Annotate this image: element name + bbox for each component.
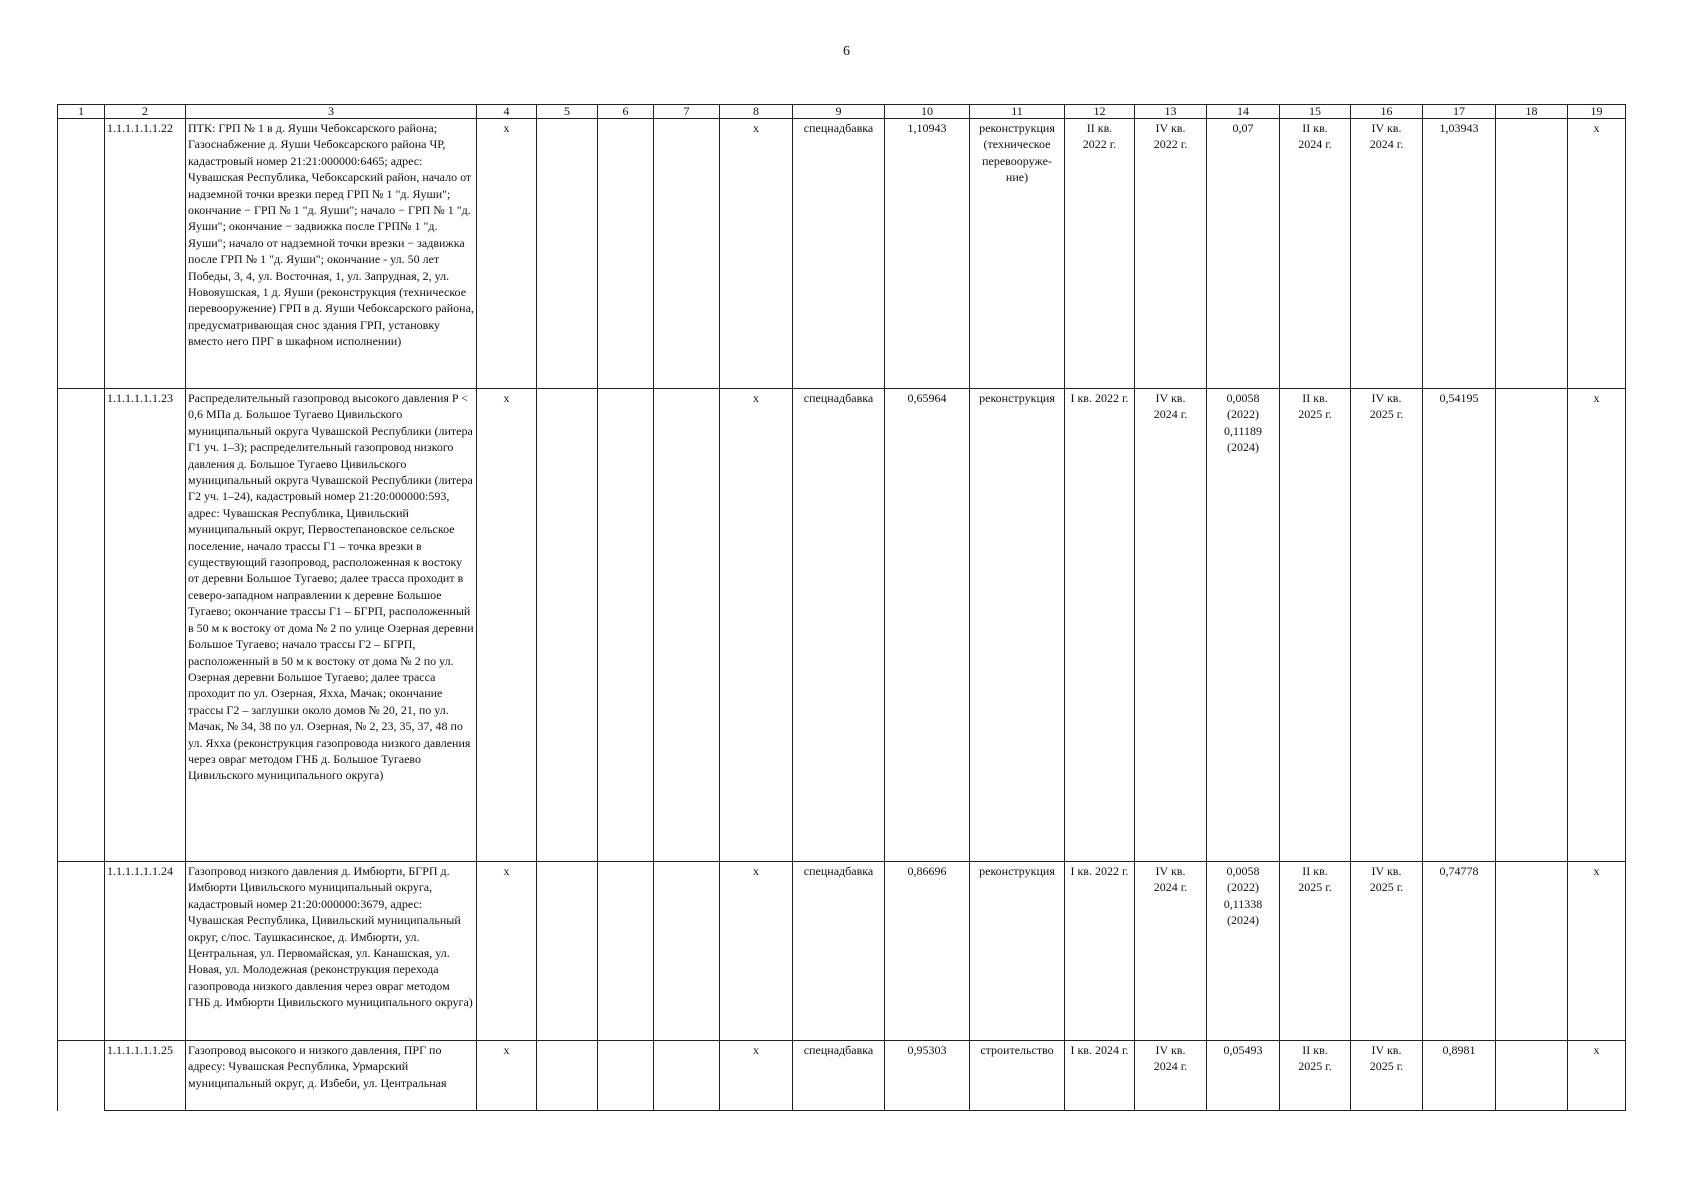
- funding-source: спецнадбавка: [793, 862, 885, 1041]
- cell-col6: [598, 119, 654, 389]
- cell-col19: x: [1568, 389, 1626, 862]
- start-period-2: II кв. 2025 г.: [1280, 389, 1351, 862]
- remaining-value: 0,8981: [1423, 1041, 1496, 1111]
- end-period: IV кв. 2024 г.: [1135, 389, 1207, 862]
- page-number: 6: [843, 44, 850, 59]
- column-header: 2: [105, 105, 186, 119]
- item-code: 1.1.1.1.1.1.23: [105, 389, 186, 862]
- cost-value: 0,95303: [885, 1041, 970, 1111]
- cell-col1: [58, 862, 105, 1041]
- cell-col5: [537, 389, 598, 862]
- work-type: реконструкция (техническое перевооруже-ние): [970, 119, 1065, 389]
- cell-col4: x: [477, 862, 537, 1041]
- end-period: IV кв. 2024 г.: [1135, 1041, 1207, 1111]
- cell-col5: [537, 119, 598, 389]
- cell-col6: [598, 389, 654, 862]
- column-header: 3: [186, 105, 477, 119]
- work-type: реконструкция: [970, 862, 1065, 1041]
- cell-col8: x: [720, 1041, 793, 1111]
- investment-program-table: [57, 104, 1626, 1111]
- end-period: IV кв. 2022 г.: [1135, 119, 1207, 389]
- cost-value: 1,10943: [885, 119, 970, 389]
- column-header: 1: [58, 105, 105, 119]
- column-number-header-row: [58, 105, 1626, 119]
- cost-value: 0,65964: [885, 389, 970, 862]
- column-header: 5: [537, 105, 598, 119]
- column-header: 9: [793, 105, 885, 119]
- column-header: 11: [970, 105, 1065, 119]
- cell-col6: [598, 862, 654, 1041]
- column-header: 4: [477, 105, 537, 119]
- work-type: строительство: [970, 1041, 1065, 1111]
- cell-col6: [598, 1041, 654, 1111]
- cell-col7: [654, 1041, 720, 1111]
- financing-value: 0,0058 (2022) 0,11338 (2024): [1207, 862, 1280, 1041]
- start-period: I кв. 2022 г.: [1065, 389, 1135, 862]
- start-period: I кв. 2024 г.: [1065, 1041, 1135, 1111]
- financing-value: 0,05493: [1207, 1041, 1280, 1111]
- cell-col1: [58, 119, 105, 389]
- start-period: I кв. 2022 г.: [1065, 862, 1135, 1041]
- cell-col18: [1496, 862, 1568, 1041]
- end-period-2: IV кв. 2025 г.: [1351, 389, 1423, 862]
- column-header: 15: [1280, 105, 1351, 119]
- cell-col8: x: [720, 862, 793, 1041]
- cell-col18: [1496, 389, 1568, 862]
- cell-col1: [58, 389, 105, 862]
- cell-col18: [1496, 119, 1568, 389]
- remaining-value: 0,74778: [1423, 862, 1496, 1041]
- cost-value: 0,86696: [885, 862, 970, 1041]
- item-description: Газопровод низкого давления д. Имбюрти, БГРП д. Имбюрти Цивильского муниципальный округа, кадастровый номер 21:20:000000:3679, адрес: Чувашская Республика, Цивильский муниципальный округ, с/пос. Таушкасинское, д. Имбюрти, ул. Центральная, ул. Первомайская, ул. Канашская, ул. Новая, ул. Молодежная (реконструкция перехода газопровода низкого давления через овраг методом ГНБ д. Имбюрти Цивильского муниципального округа): [186, 862, 477, 1041]
- table-row: [58, 1041, 1626, 1111]
- cell-col7: [654, 119, 720, 389]
- cell-col8: x: [720, 119, 793, 389]
- column-header: 13: [1135, 105, 1207, 119]
- cell-col8: x: [720, 389, 793, 862]
- cell-col5: [537, 862, 598, 1041]
- end-period-2: IV кв. 2025 г.: [1351, 862, 1423, 1041]
- start-period-2: II кв. 2025 г.: [1280, 862, 1351, 1041]
- column-header: 14: [1207, 105, 1280, 119]
- cell-col5: [537, 1041, 598, 1111]
- work-type: реконструкция: [970, 389, 1065, 862]
- item-code: 1.1.1.1.1.1.22: [105, 119, 186, 389]
- table-row: [58, 119, 1626, 389]
- cell-col19: x: [1568, 1041, 1626, 1111]
- item-code: 1.1.1.1.1.1.24: [105, 862, 186, 1041]
- column-header: 7: [654, 105, 720, 119]
- cell-col4: x: [477, 119, 537, 389]
- cell-col7: [654, 389, 720, 862]
- funding-source: спецнадбавка: [793, 119, 885, 389]
- end-period-2: IV кв. 2025 г.: [1351, 1041, 1423, 1111]
- cell-col4: x: [477, 1041, 537, 1111]
- column-header: 8: [720, 105, 793, 119]
- item-code: 1.1.1.1.1.1.25: [105, 1041, 186, 1111]
- table-row: [58, 862, 1626, 1041]
- funding-source: спецнадбавка: [793, 389, 885, 862]
- item-description: ПТК: ГРП № 1 в д. Яуши Чебоксарского района; Газоснабжение д. Яуши Чебоксарского района ЧР, кадастровый номер 21:21:000000:6465; адрес: Чувашская Республика, Чебоксарский район, начало от надземной точки врезки перед ГРП № 1 "д. Яуши"; окончание − ГРП № 1 "д. Яуши"; начало − ГРП № 1 "д. Яуши"; окончание − задвижка после ГРП№ 1 "д. Яуши"; начало от надземной точки врезки − задвижка после ГРП № 1 "д. Яуши"; окончание - ул. 50 лет Победы, 3, 4, ул. Восточная, 1, ул. Запрудная, 2, ул. Новояушская, 1 д. Яуши (реконструкция (техническое перевооружение) ГРП в д. Яуши Чебоксарского района, предусматривающая снос здания ГРП, установку вместо него ПРГ в шкафном исполнении): [186, 119, 477, 389]
- remaining-value: 0,54195: [1423, 389, 1496, 862]
- item-description: Распределительный газопровод высокого давления P < 0,6 МПа д. Большое Тугаево Цивильского муниципальный округа Чувашской Республики (литера Г1 уч. 1–3); распределительный газопровод низкого давления д. Большое Тугаево Цивильского муниципальный округа Чувашской Республики (литера Г2 уч. 1–24), кадастровый номер 21:20:000000:593, адрес: Чувашская Республика, Цивильский муниципальный округ, Первостепановское сельское поселение, начало трассы Г1 – точка врезки в существующий газопровод, расположенная к востоку от деревни Большое Тугаево; далее трасса проходит в северо-западном направлении к деревне Большое Тугаево; окончание трассы Г1 – БГРП, расположенный в 50 м к востоку от дома № 2 по улице Озерная деревни Большое Тугаево; начало трассы Г2 – БГРП, расположенный в 50 м к востоку от дома № 2 по ул. Озерная деревни Большое Тугаево; далее трасса проходит по ул. Озерная, Яхха, Мачак; окончание трассы Г2 – заглушки около домов № 20, 21, по ул. Мачак, № 34, 38 по ул. Озерная, № 2, 23, 35, 37, 48 по ул. Яхха (реконструкция газопровода низкого давления через овраг методом ГНБ д. Большое Тугаево Цивильского муниципального округа): [186, 389, 477, 862]
- cell-col7: [654, 862, 720, 1041]
- table-row: [58, 389, 1626, 862]
- funding-source: спецнадбавка: [793, 1041, 885, 1111]
- remaining-value: 1,03943: [1423, 119, 1496, 389]
- column-header: 16: [1351, 105, 1423, 119]
- column-header: 17: [1423, 105, 1496, 119]
- cell-col19: x: [1568, 119, 1626, 389]
- column-header: 6: [598, 105, 654, 119]
- start-period-2: II кв. 2024 г.: [1280, 119, 1351, 389]
- end-period: IV кв. 2024 г.: [1135, 862, 1207, 1041]
- cell-col4: x: [477, 389, 537, 862]
- start-period-2: II кв. 2025 г.: [1280, 1041, 1351, 1111]
- column-header: 18: [1496, 105, 1568, 119]
- column-header: 12: [1065, 105, 1135, 119]
- column-header: 19: [1568, 105, 1626, 119]
- financing-value: 0,0058 (2022) 0,11189 (2024): [1207, 389, 1280, 862]
- financing-value: 0,07: [1207, 119, 1280, 389]
- cell-col19: x: [1568, 862, 1626, 1041]
- item-description: Газопровод высокого и низкого давления, ПРГ по адресу: Чувашская Республика, Урмарский муниципальный округ, д. Избеби, ул. Центральная: [186, 1041, 477, 1111]
- column-header: 10: [885, 105, 970, 119]
- end-period-2: IV кв. 2024 г.: [1351, 119, 1423, 389]
- start-period: II кв. 2022 г.: [1065, 119, 1135, 389]
- cell-col1: [58, 1041, 105, 1111]
- cell-col18: [1496, 1041, 1568, 1111]
